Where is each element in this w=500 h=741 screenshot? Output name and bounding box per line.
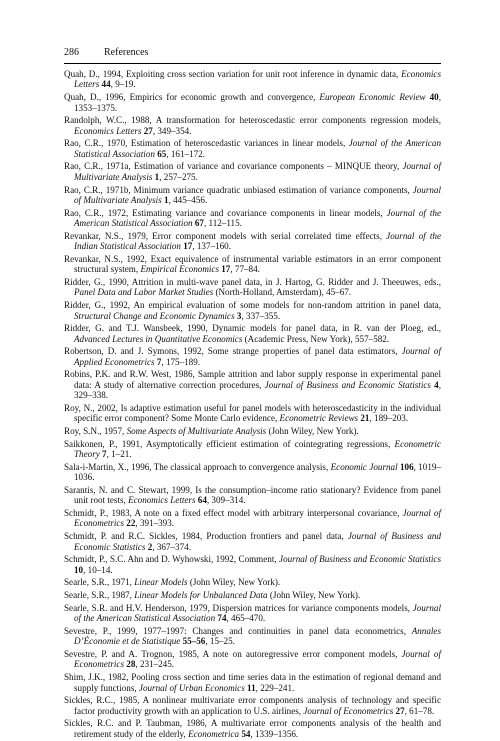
reference-text: Searle, S.R. and H.V. Henderson, 1979, Dispersion matrices for variance components models, <box>64 602 413 613</box>
reference-source: Journal of Applied Econometrics <box>74 346 441 367</box>
reference-pages: (North-Holland, Amsterdam), 45–67. <box>213 287 352 298</box>
reference-pages: , 189–203. <box>369 413 409 424</box>
reference-entry <box>64 554 441 575</box>
reference-pages: , 15–25. <box>205 636 235 647</box>
reference-entry <box>64 577 441 587</box>
reference-source: Economics Letters <box>128 495 196 506</box>
reference-pages: (John Wiley, New York). <box>267 590 361 601</box>
reference-pages: , 349–354. <box>152 125 192 136</box>
reference-pages: , 175–189. <box>161 356 201 367</box>
reference-entry <box>64 462 441 483</box>
reference-pages: , 61–78. <box>404 705 435 716</box>
reference-volume: 7 <box>154 356 162 367</box>
reference-volume: 17 <box>218 264 231 275</box>
reference-entry <box>64 138 441 159</box>
reference-pages: , 1339–1356. <box>250 728 299 739</box>
reference-entry <box>64 531 441 552</box>
reference-source: Journal of Urban Economics <box>138 682 245 693</box>
reference-source: Economics Letters <box>74 69 441 90</box>
reference-volume: 1 <box>161 194 169 205</box>
reference-source: European Economic Review <box>319 92 426 103</box>
reference-volume: 40 <box>425 92 439 103</box>
reference-text: Rao, C.R., 1971b, Minimum variance quadratic unbiased estimation of variance components, <box>64 184 413 195</box>
reference-volume: 67 <box>192 218 204 229</box>
reference-pages: , 367–374. <box>152 541 191 552</box>
reference-source: Journal of the Indian Statistical Association <box>74 230 441 252</box>
reference-pages: , 77–84. <box>230 264 260 275</box>
reference-entry <box>64 115 441 136</box>
reference-volume: 74 <box>215 613 227 624</box>
reference-pages: , 10–14. <box>83 564 113 575</box>
reference-entry <box>64 439 441 460</box>
reference-source: Journal of Econometrics <box>74 508 442 529</box>
reference-entry <box>64 300 441 321</box>
reference-entry <box>64 185 441 206</box>
reference-text: Sickles, R.C., 1985, A nonlinear multivariate error components analysis of technology and specific factor productivity growth with an application to U.S. airlines, <box>64 695 441 716</box>
reference-volume: 106 <box>397 461 414 472</box>
reference-source: Linear Models for Unbalanced Data <box>134 590 268 601</box>
reference-text: Sala-i-Martin, X., 1996, The classical approach to convergence analysis, <box>64 461 331 472</box>
reference-entry <box>64 277 441 298</box>
reference-entry <box>64 508 441 529</box>
reference-pages: , 329–338. <box>74 379 442 401</box>
reference-entry <box>64 603 441 624</box>
reference-volume: 27 <box>393 705 405 716</box>
reference-source: Journal of Business and Economic Statistics <box>264 379 431 390</box>
reference-entry <box>64 69 441 90</box>
reference-entry <box>64 92 441 113</box>
reference-text: Ridder, G. and T.J. Wansbeek, 1990, Dynamic models for panel data, in R. van der Ploeg, ed., <box>64 323 441 334</box>
reference-volume: 21 <box>358 413 370 424</box>
reference-pages: , 465–470. <box>226 613 266 624</box>
reference-volume: 3 <box>234 310 242 321</box>
reference-pages: , 1353–1375. <box>74 92 441 113</box>
reference-source: Economics Letters <box>74 125 142 136</box>
reference-text: Ridder, G., 1992, An empirical evaluation of some models for non-random attrition in panel data, <box>64 300 441 311</box>
reference-source: Journal of Econometrics <box>74 649 441 670</box>
reference-pages: , 1019–1036. <box>74 461 441 483</box>
reference-text: Sarantis, N. and C. Stewart, 1999, Is the consumption–income ratio stationary? Evidence from panel unit root tests, <box>64 484 441 506</box>
page-number: 286 <box>64 47 79 58</box>
reference-entry <box>64 626 441 647</box>
reference-pages: , 391–393. <box>135 518 175 529</box>
reference-entry <box>64 485 441 506</box>
reference-entry <box>64 403 441 424</box>
running-header <box>64 43 441 64</box>
reference-entry <box>64 649 441 670</box>
reference-source: Journal of Econometrics <box>303 705 394 716</box>
reference-text: Revankar, N.S., 1992, Exact equivalence of instrumental variable estimators in an error component structural system, <box>64 253 441 275</box>
reference-source: Panel Data and Labor Market Studies <box>74 287 214 298</box>
reference-text: Schmidt, P., 1983, A note on a fixed effect model with arbitrary interpersonal covariance, <box>64 508 403 519</box>
reference-entry <box>64 672 441 693</box>
reference-text: Roy, N., 2002, Is adaptive estimation useful for panel models with heteroscedasticity in the individual specific error component? Some Monte Carlo evidence, <box>64 402 441 424</box>
reference-entry <box>64 590 441 600</box>
reference-pages: , 257–275. <box>159 171 198 182</box>
reference-text: Rao, C.R., 1971a, Estimation of variance and covariance components – MINQUE theory, <box>64 161 403 172</box>
reference-entry <box>64 426 441 436</box>
reference-volume: 7 <box>99 449 107 460</box>
reference-entry <box>64 323 441 344</box>
reference-volume: 10 <box>74 564 84 575</box>
reference-pages: , 231–245. <box>135 659 175 670</box>
reference-text: Robertson, D. and J. Symons, 1992, Some strange properties of panel data estimators, <box>64 346 402 357</box>
reference-source: Journal of the American Statistical Association <box>74 602 441 624</box>
reference-source: Journal of the American Statistical Association <box>74 207 441 229</box>
reference-text: Schmidt, P., S.C. Ahn and D. Wyhowski, 1992, Comment, <box>64 554 280 565</box>
reference-source: Journal of Multivariate Analysis <box>74 161 441 182</box>
reference-source: Annales D’Économie et de Statistique <box>74 625 441 647</box>
reference-pages: , 9–19. <box>110 79 136 90</box>
reference-source: Journal of the American Statistical Association <box>74 138 442 159</box>
reference-source: Structural Change and Economic Dynamics <box>74 310 235 321</box>
reference-entry <box>64 346 441 367</box>
reference-pages: , 161–172. <box>166 148 205 159</box>
reference-source: Economic Journal <box>330 461 398 472</box>
reference-text: Rao, C.R., 1972, Estimating variance and covariance components in linear models, <box>64 207 387 218</box>
reference-text: Revankar, N.S., 1979, Error component models with serial correlated time effects, <box>64 230 387 241</box>
reference-source: Advanced Lectures in Quantitative Economics <box>74 333 243 344</box>
reference-text: Rao, C.R., 1970, Estimation of heteroscedastic variances in linear models, <box>64 138 349 149</box>
reference-source: Econometric Theory <box>74 438 441 460</box>
reference-text: Sickles, R.C. and P. Taubman, 1986, A multivariate error components analysis of the health and retirement study of the elderly, <box>64 718 441 739</box>
reference-source: Empirical Economics <box>140 264 219 275</box>
reference-pages: (Academic Press, New York), 557–582. <box>242 333 390 344</box>
reference-text: Quah, D., 1996, Empirics for economic growth and convergence, <box>64 92 320 103</box>
reference-text: Quah, D., 1994, Exploiting cross section variation for unit root inference in dynamic data, <box>64 69 402 79</box>
reference-text: Roy, S.N., 1957, <box>64 426 127 437</box>
reference-pages: , 1–21. <box>106 449 132 460</box>
reference-pages: , 137–160. <box>192 241 231 252</box>
reference-text: Searle, S.R., 1971, <box>64 577 135 588</box>
reference-source: Journal of Multivariate Analysis <box>74 184 441 205</box>
reference-text: Shim, J.K., 1982, Pooling cross section and time series data in the estimation of regional demand and supply functions, <box>64 672 441 693</box>
reference-volume: 11 <box>244 682 256 693</box>
reference-text: Searle, S.R., 1987, <box>64 590 135 601</box>
reference-volume: 64 <box>195 495 207 506</box>
reference-pages: , 112–115. <box>203 218 242 229</box>
reference-pages: , 445–456. <box>168 194 208 205</box>
reference-entry <box>64 161 441 182</box>
reference-volume: 22 <box>124 518 136 529</box>
reference-pages: (John Wiley, New York). <box>187 577 281 588</box>
reference-source: Journal of Business and Economic Statistics <box>279 554 441 565</box>
reference-volume: 28 <box>124 659 136 670</box>
reference-source: Econometric Reviews <box>279 413 359 424</box>
reference-source: Linear Models <box>134 577 188 588</box>
section-title: References <box>104 47 149 58</box>
reference-volume: 55–56 <box>180 636 206 647</box>
reference-pages: , 229–241. <box>255 682 295 693</box>
reference-volume: 44 <box>99 79 111 90</box>
reference-source: Econometrica <box>188 728 240 739</box>
reference-list <box>64 69 441 741</box>
reference-entry <box>64 231 441 252</box>
reference-source: Journal of Business and Economic Statistics <box>74 531 442 552</box>
reference-text: Saikkonen, P., 1991, Asymptotically efficient estimation of cointegrating regressions, <box>64 438 395 449</box>
reference-entry <box>64 254 441 275</box>
reference-text: Randolph, W.C., 1988, A transformation for heteroscedastic error components regression models, <box>64 115 441 126</box>
reference-pages: , 309–314. <box>206 495 246 506</box>
reference-text: Sevestre, P., 1999, 1977–1997: Changes and continuities in panel data econometrics, <box>64 625 412 636</box>
reference-volume: 54 <box>239 728 251 739</box>
reference-volume: 17 <box>180 241 193 252</box>
reference-volume: 2 <box>145 541 153 552</box>
reference-volume: 27 <box>141 125 153 136</box>
reference-entry <box>64 208 441 229</box>
reference-entry <box>64 718 441 739</box>
reference-entry <box>64 695 441 716</box>
reference-text: Sevestre, P. and A. Trognon, 1985, A note on autoregressive error component models, <box>64 649 402 660</box>
reference-text: Robins, P.K. and R.W. West, 1986, Sample attrition and labor supply response in experimental panel data: A study of alternative correction procedures, <box>64 369 441 390</box>
reference-text: Schmidt, P. and R.C. Sickles, 1984, Production frontiers and panel data, <box>64 531 348 542</box>
reference-volume: 65 <box>154 148 167 159</box>
reference-volume: 4 <box>430 379 439 390</box>
reference-pages: (John Wiley, New York). <box>266 426 359 437</box>
reference-entry <box>64 369 441 400</box>
reference-source: Some Aspects of Multivariate Analysis <box>126 426 267 437</box>
reference-pages: , 337–355. <box>241 310 281 321</box>
reference-volume: 1 <box>152 171 160 182</box>
reference-text: Ridder, G., 1990, Attrition in multi-wave panel data, in J. Hartog, G. Ridder and J. Theeuwes, eds., <box>64 276 441 287</box>
